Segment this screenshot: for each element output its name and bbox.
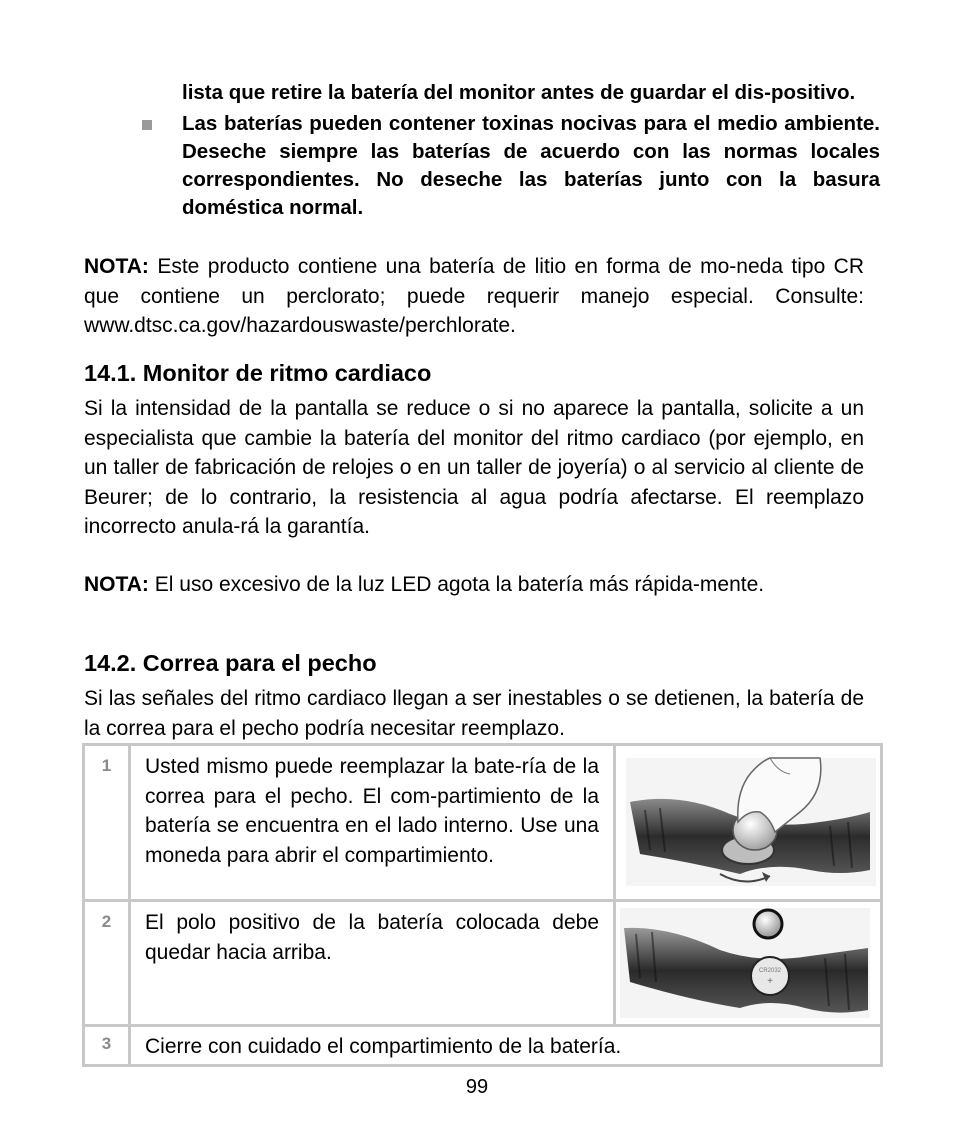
section-body-strap: Si las señales del ritmo cardiaco llegan a ser inestables o se detienen, la batería de la correa para el pecho podría necesitar reemplazo.: [84, 687, 864, 740]
coin-opening-illustration: [620, 752, 876, 892]
step-text: Usted mismo puede reemplazar la bate-ría de la correa para el pecho. El com-partimiento de la batería se encuentra en el lado interno. Use una moneda para abrir el compartimiento.: [130, 745, 615, 901]
table-row: [84, 745, 882, 901]
svg-text:+: +: [767, 976, 773, 987]
note-text: El uso excesivo de la luz LED agota la batería más rápida-mente.: [148, 573, 765, 596]
note-label: NOTA:: [84, 255, 149, 278]
step-text: Cierre con cuidado el compartimiento de la batería.: [130, 1026, 882, 1066]
note-label: NOTA:: [84, 573, 149, 596]
note-perchlorate: [84, 252, 864, 341]
bullet-item: [140, 110, 880, 222]
step-number: 1: [84, 745, 130, 901]
step-image-cell: [615, 745, 882, 901]
section-body-monitor: Si la intensidad de la pantalla se reduce o si no aparece la pantalla, solicite a un especialista que cambie la batería del monitor del ritmo cardiaco (por ejemplo, en un taller de fabricación de relojes o en un taller de joyería) o al servicio al cliente de Beurer; de lo contrario, la resistencia al agua podría afectarse. El reemplazo incorrecto anula-rá la garantía.: [84, 397, 864, 538]
battery-icon: [754, 910, 782, 938]
bullet-continuation: [140, 79, 880, 107]
step-text: El polo positivo de la batería colocada debe quedar hacia arriba.: [130, 901, 615, 1026]
table-row: [84, 1026, 882, 1066]
step-number: 3: [84, 1026, 130, 1066]
bullet-continuation-text: lista que retire la batería del monitor antes de guardar el dis-positivo.: [182, 81, 856, 104]
square-bullet-icon: [142, 120, 152, 130]
section-heading-strap: 14.2. Correa para el pecho: [84, 650, 377, 676]
instruction-table: [82, 743, 883, 1067]
battery-label: CR2032: [758, 968, 782, 974]
bullet-item-text: Las baterías pueden contener toxinas nocivas para el medio ambiente. Deseche siempre las baterías de acuerdo con las normas locales correspondientes. No deseche las baterías junto con la basura doméstica normal.: [182, 112, 880, 219]
section-heading-monitor: 14.1. Monitor de ritmo cardiaco: [84, 360, 432, 386]
battery-placement-illustration: [620, 908, 876, 1018]
table-row: [84, 901, 882, 1026]
bullet-list: [140, 79, 880, 222]
page-number: 99: [465, 1076, 489, 1098]
note-led: [84, 570, 864, 600]
step-number: 2: [84, 901, 130, 1026]
note-text: Este producto contiene una batería de litio en forma de mo-neda tipo CR que contiene un perclorato; puede requerir manejo especial. Consulte: www.dtsc.ca.gov/hazardouswaste/perchlorate.: [84, 255, 864, 337]
step-image-cell: [615, 901, 882, 1026]
